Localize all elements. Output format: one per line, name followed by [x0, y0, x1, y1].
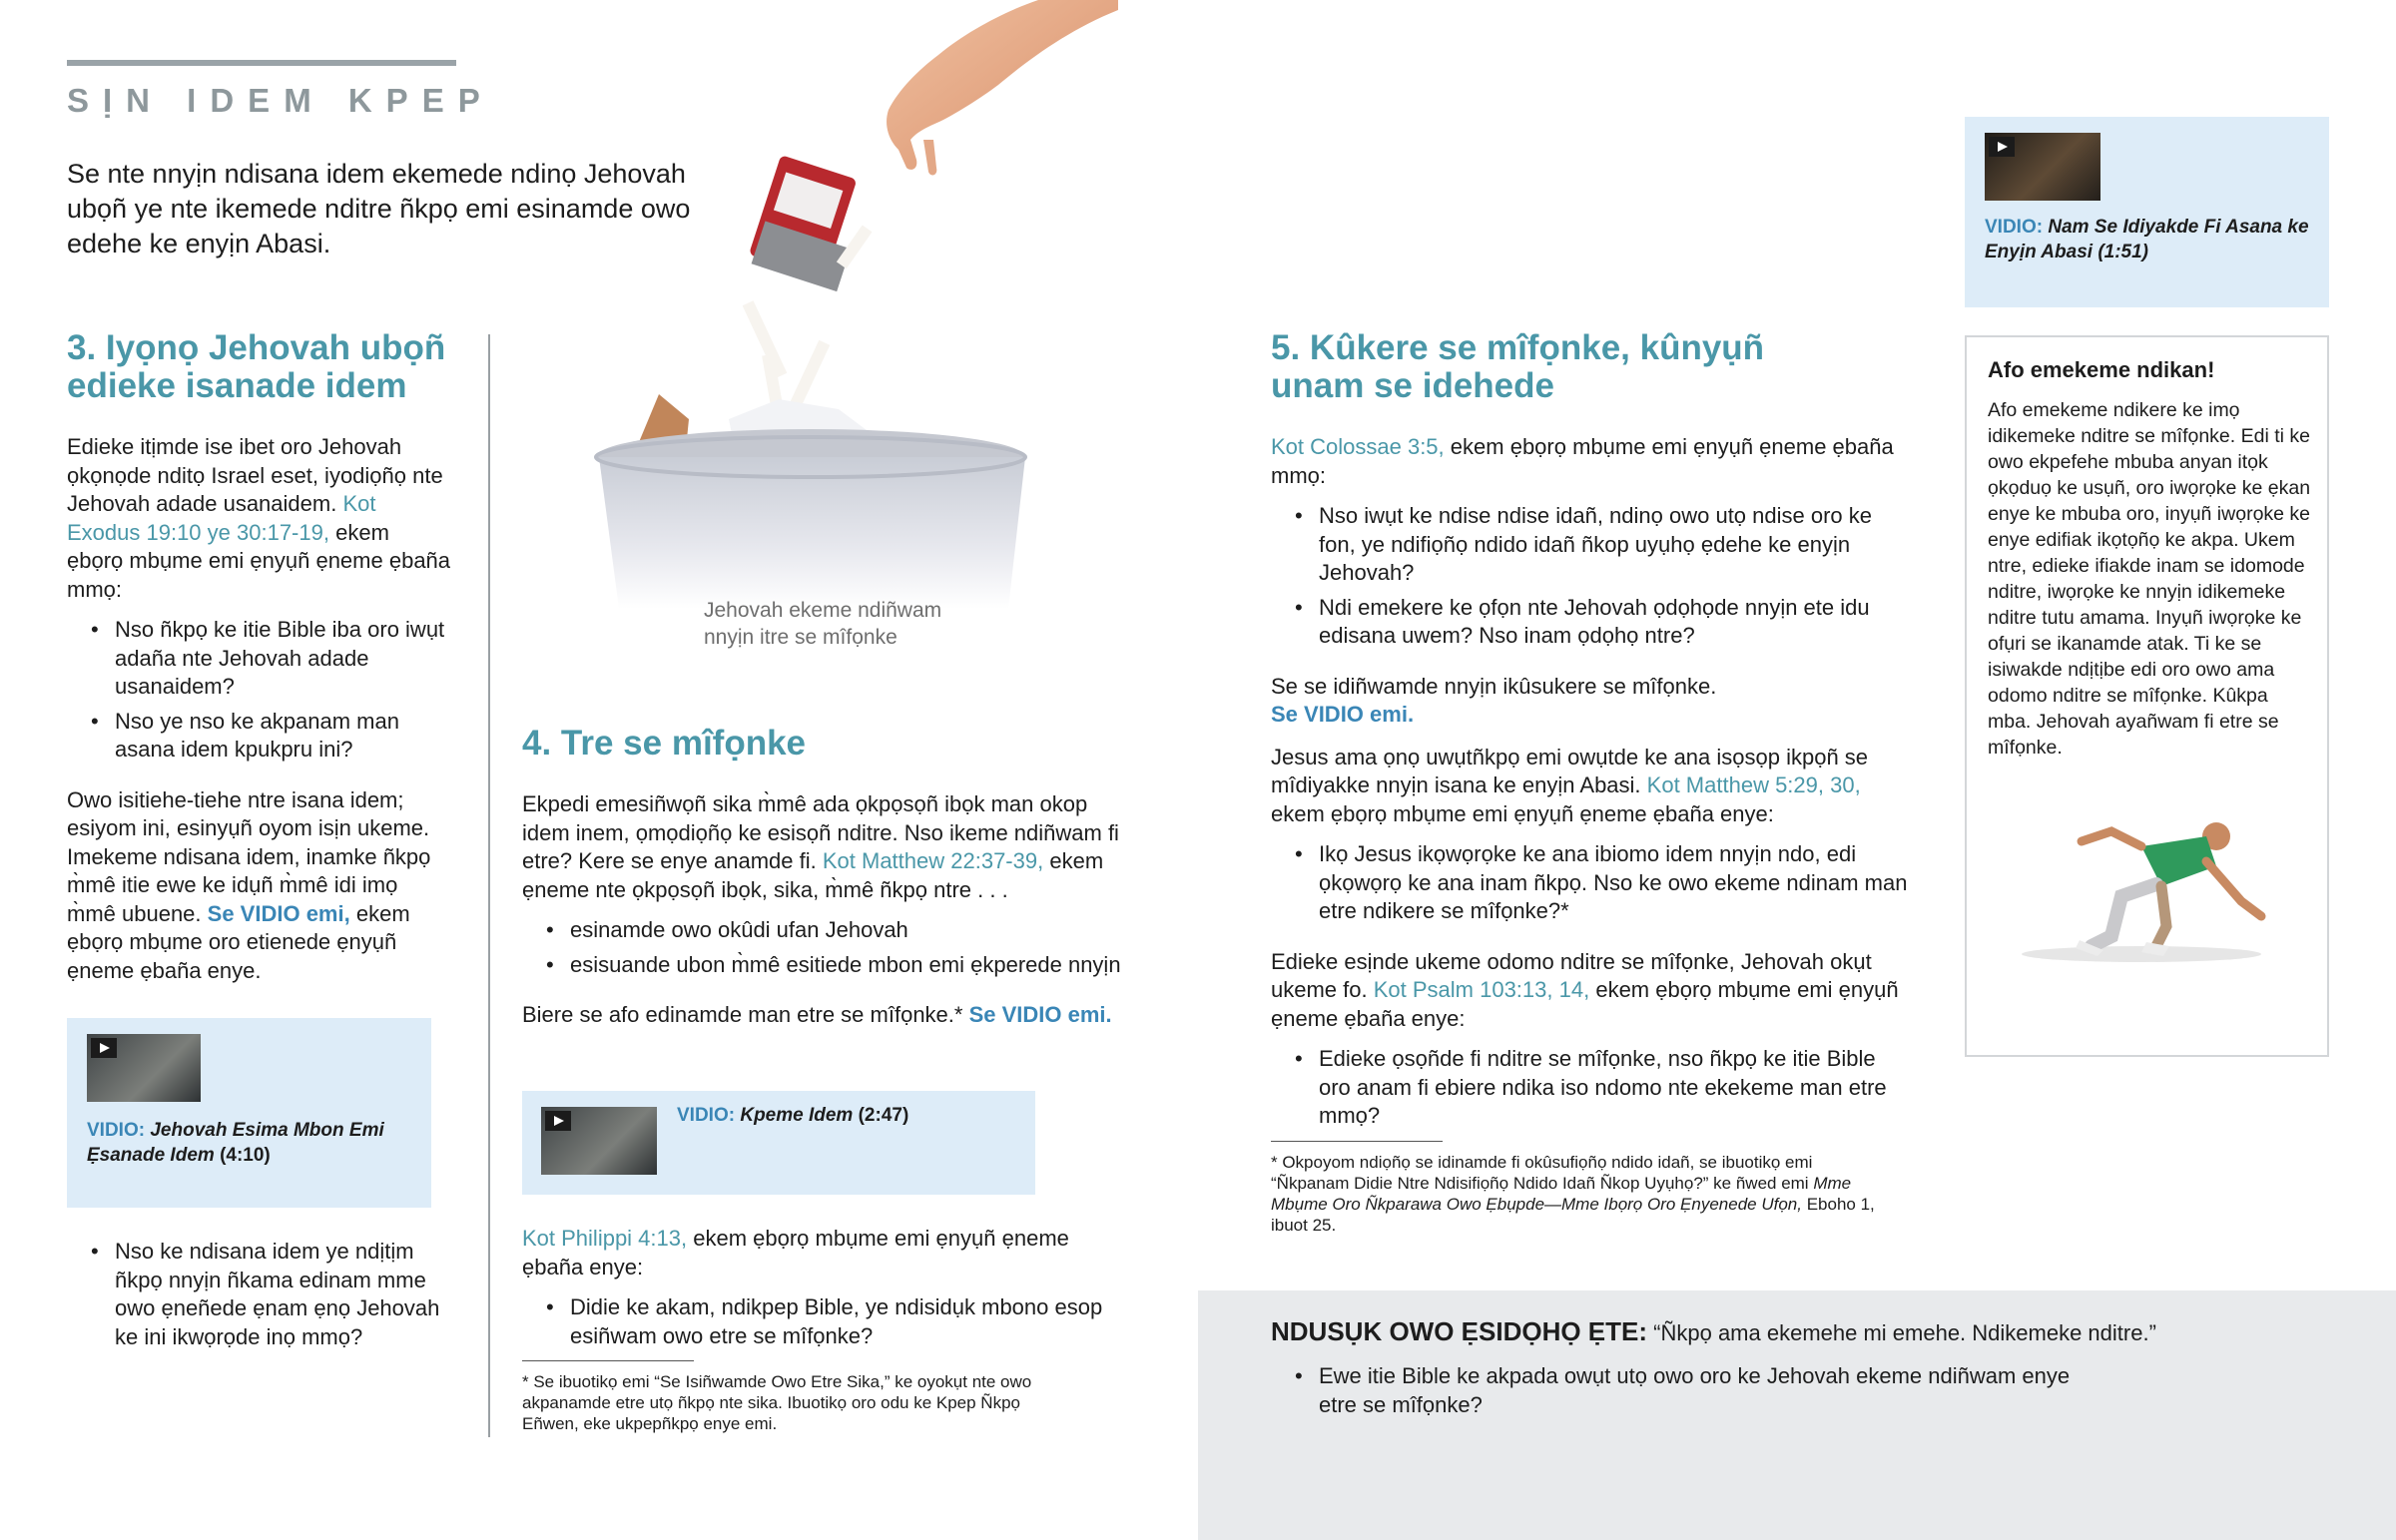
scripture-link[interactable]: Kot Matthew 5:29, 30,	[1646, 772, 1861, 797]
scripture-link[interactable]: Kot Matthew 22:37-39,	[822, 848, 1044, 873]
list-item: • Edieke ọsọñde fi nditre se mîfọnke, nso ñkpọ ke itie Bible oro anam fi ebiere ndika iso ndomo nte ekekeme man etre mmọ?	[1271, 1045, 1910, 1131]
hand-icon	[887, 0, 1118, 170]
footnote: * Okpoyom ndiọñọ se idinamde fi okûsufiọñọ ndido idañ, se ibuotikọ emi “Ñkpanam Didie Ntre Ndisifiọñọ Ndido Idañ Ñkop Uyụhọ?” ke ñwed emi Mme Mbụme Oro Ñkparawa Owo Ẹbụpde—Mme Ibọrọ Oro Ẹnyenede Ufọn, Eboho 1, ibuot 25.	[1271, 1152, 1875, 1235]
column-divider	[488, 334, 490, 1437]
scripture-link[interactable]: Kot Colossae 3:5,	[1271, 434, 1445, 459]
intro-text: Se nte nnyịn ndisana idem ekemede ndinọ Jehovah ubọñ ye nte ikemede nditre ñkpọ emi esinamde owo edehe ke enyịn Abasi.	[67, 159, 691, 258]
list-item: • esinamde owo okûdi ufan Jehovah	[522, 916, 1131, 945]
section-3-bullets-1	[67, 616, 451, 765]
section-3	[67, 329, 451, 985]
image-caption: Jehovah ekeme ndiñwam nnyịn itre se mîfọnke	[704, 599, 942, 649]
video-card[interactable]	[1965, 117, 2329, 307]
section-5	[1271, 329, 1910, 1236]
section-4-bullets-1	[522, 916, 1131, 979]
video-caption: VIDIO: Jehovah Esima Mbon Emi Ẹsanade Idem (4:10)	[87, 1120, 384, 1166]
list-item: • Ewe itie Bible ke akpada owụt utọ owo oro ke Jehovah ekeme ndiñwam enye etre se mîfọnke?	[1271, 1362, 2090, 1419]
list-item: • Didie ke akam, ndikpep Bible, ye ndisidụk mbono esop esiñwam owo etre se mîfọnke?	[522, 1293, 1131, 1350]
list-item: • Nso iwụt ke ndise ndise idañ, ndinọ owo utọ ndise oro ke fon, ye ndifiọñọ ndido idañ ñkop uyụhọ ẹdehe ke enyịn Jehovah?	[1271, 502, 1910, 588]
list-item: • Nso ke ndisana idem ye ndịtịm ñkpọ nnyịn ñkama edinam mme owo ẹneñede ẹnam ẹnọ Jehovah ke ini ikwọrọde inọ mmọ?	[67, 1238, 451, 1351]
video-thumbnail[interactable]	[1985, 133, 2100, 201]
section-3-para-1: Edieke itịmde ise ibet oro Jehovah ọkọnọde nditọ Israel eset, iyodiọñọ nte Jehovah adade usanaidem. Kot Exodus 19:10 ye 30:17-19, ekem ẹbọrọ mbụme emi ẹnyụñ ẹneme ẹbaña mmọ:	[67, 434, 451, 602]
footnote: * Se ibuotikọ emi “Se Isiñwamde Owo Etre Sika,” ke oyokụt nte owo akpanamde etre utọ ñkpọ nte sika. Ibuotikọ oro odu ke Kpep Ñkpọ Eñwen, eke ukpepñkpọ enye emi.	[522, 1372, 1032, 1433]
video-card[interactable]	[67, 1018, 431, 1208]
runner-illustration	[1992, 806, 2291, 966]
scripture-link[interactable]: Kot Psalm 103:13, 14,	[1373, 977, 1590, 1002]
header-rule	[67, 60, 456, 66]
video-thumbnail[interactable]	[87, 1034, 201, 1102]
scripture-link[interactable]: Kot Exodus 19:10 ye 30:17-19,	[67, 491, 376, 545]
video-card[interactable]	[522, 1091, 1035, 1195]
play-icon[interactable]	[1989, 137, 2015, 157]
objection-label: NDUSỤK OWO ẸSIDỌHỌ ẸTE:	[1271, 1316, 1648, 1346]
list-item: • Ikọ Jesus ikọwọrọke ke ana ibiomo idem nnyịn ndo, edi ọkọwọrọ ke ana inam ñkpọ. Nso ke owo ekeme ndinam man etre ndikere se mîfọnke?*	[1271, 840, 1910, 926]
page-title: SỊN IDEM KPEP	[67, 82, 494, 119]
section-3-heading: 3. Iyọnọ Jehovah ubọñ edieke isanade idem	[67, 328, 446, 405]
video-link[interactable]: Se VIDIO emi.	[1271, 702, 1415, 727]
section-5-para-4: Edieke esịnde ukeme odomo nditre se mîfọnke, Jehovah okụt ukeme fo. Kot Psalm 103:13, 14, ekem ẹbọrọ mbụme emi ẹnyụñ ẹneme ẹbaña enye:	[1271, 948, 1899, 1031]
footnote-rule	[522, 1360, 694, 1361]
scripture-link[interactable]: Kot Philippi 4:13,	[522, 1226, 688, 1251]
section-4-para-3: Kot Philippi 4:13, ekem ẹbọrọ mbụme emi ẹnyụñ ẹneme ẹbaña enye:	[522, 1226, 1069, 1280]
list-item: • Nso ñkpọ ke itie Bible iba oro iwụt adaña nte Jehovah adade usanaidem?	[67, 616, 451, 702]
section-5-para-1: Kot Colossae 3:5, ekem ẹbọrọ mbụme emi ẹnyụñ ẹneme ẹbaña mmọ:	[1271, 434, 1894, 488]
video-caption: VIDIO: Nam Se Idiyakde Fi Asana ke Enyịn Abasi (1:51)	[1985, 217, 2309, 262]
video-link[interactable]: Se VIDIO emi.	[968, 1002, 1112, 1027]
video-link[interactable]: Se VIDIO emi,	[207, 900, 350, 926]
box-text: Afo emekeme ndikere ke imọ idikemeke nditre se mîfọnke. Edi ti ke owo ekpefehe mbuba anyan itọk ọkọduọ ke usụñ, oro iwọrọke ke ẹkan enye ke mbuba oro, inyụñ iwọrọke ke enye edifiak ikọtọñọ ke akpa. Ukem ntre, edieke ifiakde inam se idomode nditre, iwọrọke ke nnyịn idikemeke nditre tutu amama. Inyụñ iwọrọke ke ofụri se ikanamde atak. Ti ke se isiwakde ndịtịbe edi oro owo ama odomo nditre se mîfọnke. Kûkpa mba. Jehovah ayañwam fi etre se mîfọnke.	[1988, 399, 2311, 759]
section-5-para-3: Jesus ama ọnọ uwụtñkpọ emi owụtde ke ana isọsọp ikpọñ se mîdiyakke nnyịn isana ke enyịn Abasi. Kot Matthew 5:29, 30, ekem ẹbọrọ mbụme emi ẹnyụñ ẹneme ẹbaña enye:	[1271, 744, 1869, 826]
section-4-bullets-2	[522, 1293, 1131, 1350]
objection-bullets	[1271, 1362, 2090, 1425]
section-5-bullets-2	[1271, 840, 1910, 926]
encouragement-box	[1965, 335, 2329, 1057]
list-item: • Ndi emekere ke ọfọn nte Jehovah ọdọhọde nnyịn ete idu edisana uwem? Nso inam ọdọhọ ntre?	[1271, 594, 1910, 651]
footnote-rule	[1271, 1141, 1443, 1142]
trash-illustration	[589, 0, 1118, 619]
list-item: • Nso ye nso ke akpanam man asana idem kpukpru ini?	[67, 708, 451, 765]
section-4	[522, 725, 1131, 1030]
discussion-bar	[1198, 1290, 2396, 1540]
section-3-bullets-2	[67, 1238, 451, 1357]
section-4-lower	[522, 1225, 1131, 1434]
play-icon[interactable]	[545, 1111, 571, 1131]
video-caption: VIDIO: Kpeme Idem (2:47)	[677, 1105, 909, 1126]
objection-quote: “Ñkpọ ama ekemehe mi emehe. Ndikemeke nditre.”	[1653, 1320, 2156, 1345]
section-4-para-1: Ekpedi emesiñwọñ sika m̀mê ada ọkpọsọñ ibọk man okop idem inem, ọmọdiọñọ ke esisọñ nditre. Nso ikeme ndiñwam fi etre? Kere se enye anamde fi. Kot Matthew 22:37-39, ekem ẹneme nte ọkpọsọñ ibọk, sika, m̀mê ñkpọ ntre . . .	[522, 791, 1119, 902]
section-5-heading: 5. Kûkere se mîfọnke, kûnyụñ unam se idehede	[1271, 328, 1765, 405]
section-4-para-2: Biere se afo edinamde man etre se mîfọnke.* Se VIDIO emi.	[522, 1002, 1112, 1027]
objection-line	[1271, 1316, 2369, 1348]
play-icon[interactable]	[91, 1038, 117, 1058]
box-title: Afo emekeme ndikan!	[1988, 357, 2215, 382]
section-5-bullets-1	[1271, 502, 1910, 651]
list-item: • esisuande ubon m̀mê esitiede mbon emi ẹkperede nnyịn	[522, 951, 1131, 980]
video-thumbnail[interactable]	[541, 1107, 657, 1175]
section-5-bullets-3	[1271, 1045, 1910, 1131]
section-3-para-2: Owo isitiehe-tiehe ntre isana idem; esiyom ini, esinyụñ oyom isịn ukeme. Imekeme ndisana idem, inamke ñkpọ m̀mê itie ewe ke idụñ m̀mê idi imọ m̀mê ubuene. Se VIDIO emi, ekem ẹbọrọ mbụme oro etienede ẹnyụñ ẹneme ẹbaña enye.	[67, 786, 431, 983]
section-5-para-2: Se se idiñwamde nnyịn ikûsukere se mîfọnke. Se VIDIO emi.	[1271, 673, 1717, 727]
section-4-heading: 4. Tre se mîfọnke	[522, 724, 807, 763]
